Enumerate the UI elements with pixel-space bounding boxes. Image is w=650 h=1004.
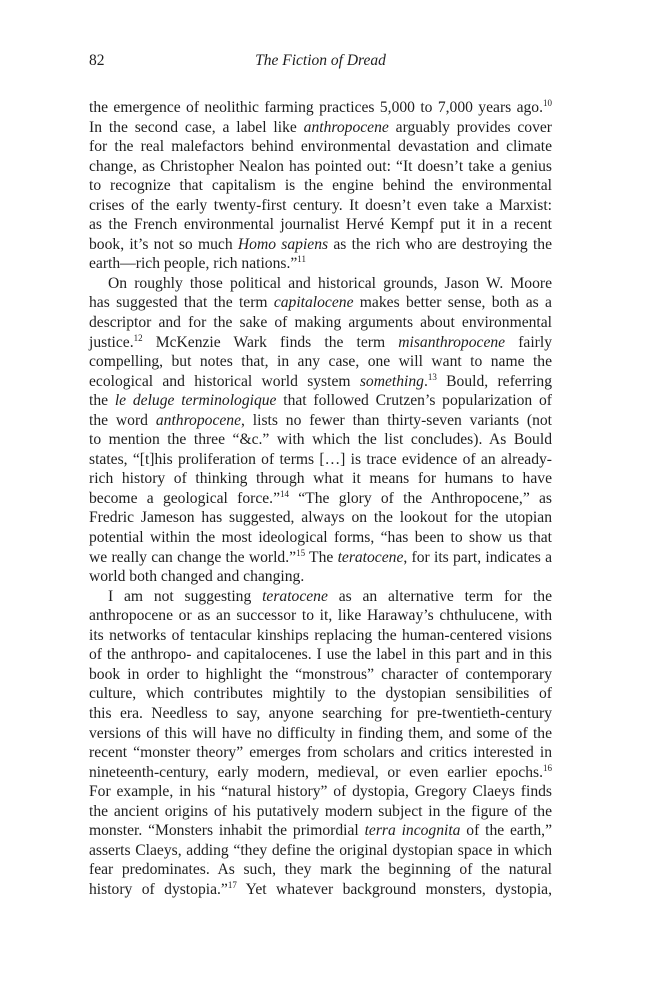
text-run: world both changed and changing. [89,568,305,586]
text-run: asserts Claeys, adding “they define the original dystopian space in which [89,841,552,859]
italic-text: Homo sapiens [237,235,329,253]
text-run: the emergence of neolithic farming practices 5,000 to 7,000 years ago. [89,99,543,116]
italic-text: anthropocene [155,411,242,429]
text-line [89,235,552,255]
text-run: to recognize that capitalism is the engine behind the environmental [89,177,552,195]
body-text [89,98,552,899]
text-run: descriptor and for the sake of making arguments about environmental [89,314,552,332]
text-line [89,352,552,372]
text-line [89,587,552,607]
text-run: versions of this will have no difficulty in finding them, and some of the [89,724,552,742]
text-run: its networks of tentacular kinships replacing the human-centered visions [89,626,552,644]
text-run: to mention the three “&c.” with which the list concludes). As Bould [89,431,552,449]
text-line [89,528,552,548]
text-line [89,684,552,704]
italic-text: teratocene [337,548,404,566]
text-line [89,704,552,724]
text-run: become a geological force.” [89,489,280,507]
text-line [89,450,552,470]
text-line [89,430,552,450]
footnote-ref: 13 [427,371,437,382]
text-run: For example, in his “natural history” of dystopia, Gregory Claeys finds [89,783,552,801]
running-head [89,50,552,72]
text-line [89,469,552,489]
text-run: I am not suggesting [108,587,263,605]
text-line [89,176,552,196]
text-run: we really can change the world.” [89,548,297,566]
text-line [89,548,552,568]
text-run: nineteenth-century, early modern, medieval, or even earlier epochs. [89,763,543,781]
text-run: that followed Crutzen’s popularization of [276,392,552,410]
paragraph [89,274,552,587]
text-run: culture, which contributes mightily to the dystopian sensibilities of [89,685,552,703]
text-run: The [305,548,338,566]
running-title: The Fiction of Dread [255,52,386,69]
footnote-ref: 17 [227,879,237,890]
text-run: compelling, but notes that, in any case, one will want to name the [89,353,552,371]
text-run: of the earth,” [460,822,552,840]
text-run: arguably provides cover [388,118,552,136]
text-line [89,743,552,763]
text-run: of the anthropo- and capitalocenes. I use the label in this part and in this [89,646,552,664]
text-run: book, it’s not so much [89,235,238,253]
text-run: Fredric Jameson has suggested, always on the lookout for the utopian [89,509,552,527]
text-line [89,274,552,294]
page-number: 82 [89,52,105,69]
text-run: monster. “Monsters inhabit the primordial [89,822,365,840]
footnote-ref: 11 [297,254,306,265]
text-line [89,411,552,431]
text-run: In the second case, a label like [89,118,304,136]
text-line [89,215,552,235]
text-run: the ancient origins of his putatively modern subject in the figure of the [89,802,552,820]
text-run: fairly [505,333,552,351]
text-run: for the real malefactors behind environmental devastation and climate [89,138,552,156]
text-line [89,782,552,802]
text-run: states, “[t]his proliferation of terms […] is trace evidence of an already- [89,450,552,468]
text-run: crises of the early twenty-first century. It doesn’t even take a Marxist: [89,196,552,214]
italic-text: capitalocene [273,294,354,312]
text-run: has suggested that the term [89,294,274,312]
text-line [89,372,552,392]
text-line [89,489,552,509]
footnote-ref: 12 [133,332,143,343]
text-run: , for its part, indicates a [403,548,553,566]
text-line [89,567,552,587]
text-run: makes better sense, both as a [353,294,552,312]
text-run: “The glory of the Anthropocene,” as [289,489,552,507]
text-line [89,508,552,528]
text-run: justice. [89,333,134,351]
footnote-ref: 14 [280,488,289,499]
text-run: . [423,372,428,390]
text-run: book in order to highlight the “monstrous” character of contemporary [89,665,552,683]
text-line [89,626,552,646]
text-run: fear predominates. As such, they mark the beginning of the natural [89,861,552,879]
paragraph [89,98,552,274]
text-line [89,196,552,216]
text-run: , lists no fewer than thirty-seven variants (not [241,411,553,429]
text-run: the word [89,411,156,429]
text-run: change, as Christopher Nealon has pointed out: “It doesn’t take a genius [89,157,552,175]
paragraph [89,587,552,900]
text-line [89,724,552,744]
text-run: McKenzie Wark finds the term [142,333,399,351]
text-run: potential within the most ideological forms, “has been to show us that [89,529,552,547]
footnote-ref: 10 [543,98,552,108]
text-line [89,333,552,353]
text-run: as the rich who are destroying the [328,235,552,253]
text-line [89,98,552,118]
text-line [89,841,552,861]
text-run: earth—rich people, rich nations.” [89,255,298,273]
text-run: recent “monster theory” emerges from scholars and critics interested in [89,744,552,762]
text-run: this era. Needless to say, anyone searching for pre-twentieth-century [89,704,552,722]
text-run: as the French environmental journalist Hervé Kempf put it in a recent [89,216,552,234]
italic-text: le deluge terminologique [114,392,277,410]
italic-text: teratocene [262,587,328,605]
italic-text: something [359,372,424,390]
text-line [89,254,552,274]
text-run: Yet whatever background monsters, dystopia, [236,880,552,898]
italic-text: anthropocene [303,118,389,136]
text-run: history of dystopia.” [89,880,228,898]
footnote-ref: 16 [543,762,552,773]
text-line [89,763,552,783]
text-line [89,157,552,177]
text-run: anthropocene or as an successor to it, like Haraway’s chthulucene, with [89,607,552,625]
text-run: Bould, referring [436,372,553,390]
text-line [89,118,552,138]
text-run: rich history of thinking through what it means for humans to have [89,470,552,488]
text-run: as an alternative term for the [327,587,552,605]
text-line [89,860,552,880]
text-line [89,606,552,626]
text-line [89,802,552,822]
footnote-ref: 15 [296,547,306,558]
text-line [89,645,552,665]
text-line [89,313,552,333]
italic-text: terra incognita [364,822,461,840]
text-run: On roughly those political and historical grounds, Jason W. Moore [108,274,552,292]
text-line [89,821,552,841]
text-line [89,293,552,313]
text-line [89,880,552,900]
text-line [89,137,552,157]
italic-text: misanthropocene [398,333,506,351]
text-line [89,665,552,685]
text-run: the [89,392,115,410]
text-line [89,391,552,411]
text-run: ecological and historical world system [89,372,360,390]
